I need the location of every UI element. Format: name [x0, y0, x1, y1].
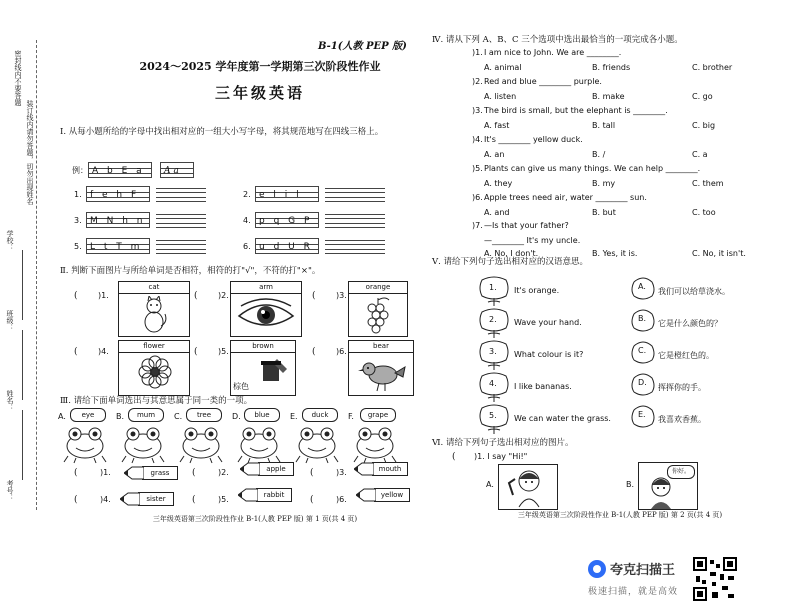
binding-note: 密封线内不要答题 [14, 50, 22, 106]
answer-paren[interactable]: ( [74, 468, 78, 478]
answer-lines[interactable] [325, 188, 385, 202]
s5-item-num: 1. [489, 283, 497, 292]
s1-item-num: 2. [243, 190, 251, 199]
s2-item-num: )1. [98, 291, 109, 300]
s5-english-sentence: Wave your hand. [514, 318, 582, 327]
s3-item-num: )1. [100, 468, 111, 477]
s4-question-text: It's ________ yellow duck. [484, 135, 583, 144]
frog-option-letter: E. [290, 412, 298, 421]
s5-english-sentence: It's orange. [514, 286, 560, 295]
page-footer-left: 三年级英语第三次阶段性作业 B-1(人教 PEP 版) 第 1 页(共 4 页) [152, 515, 358, 523]
s1-item-num: 6. [243, 242, 251, 251]
picture-box [230, 281, 302, 337]
s5-english-sentence: We can water the grass. [514, 414, 611, 423]
picture-word: orange [349, 282, 407, 294]
picture-box [118, 281, 190, 337]
frog-word-cloud: duck [302, 408, 338, 422]
answer-paren[interactable]: ( [452, 452, 456, 462]
binding-instruction: 装订线内请勿答题，切勿出现姓名 [26, 100, 34, 205]
pencil-icon [120, 492, 140, 506]
example-label: 例： [72, 166, 88, 175]
s5-chinese-sentence: 挥挥你的手。 [658, 383, 706, 392]
option-a[interactable]: A. they [484, 179, 513, 188]
s4-question-text: The bird is small, but the elephant is ________. [484, 106, 668, 115]
section2-title: Ⅱ. 判断下面图片与所给单词是否相符，相符的打"√"，不符的打"×"。 [60, 266, 321, 276]
word-tag: sister [138, 492, 174, 506]
flower-icon [137, 354, 173, 394]
cat-icon [139, 296, 169, 334]
picture-box [118, 340, 190, 396]
s6-option-a-label: A. [486, 480, 494, 489]
s4-question: )3. [472, 106, 483, 115]
option-b[interactable]: B. Yes, it is. [592, 249, 638, 258]
frog-icon [62, 424, 108, 464]
s4-question: )2. [472, 77, 483, 86]
frog-word-cloud: tree [186, 408, 222, 422]
frog-option-letter: B. [116, 412, 125, 421]
s4-question: )4. [472, 135, 483, 144]
s6-question: )1. I say "Hi!" [474, 452, 528, 461]
example-answer: Aa [160, 162, 194, 178]
picture-word: cat [119, 282, 189, 294]
frog-icon [294, 424, 340, 464]
s5-chinese-sentence: 我喜欢香蕉。 [658, 415, 706, 424]
picture-box [230, 340, 296, 396]
s4-question-text: —Is that your father? [484, 221, 569, 230]
answer-paren[interactable]: ( [194, 291, 198, 301]
option-a[interactable]: A. listen [484, 92, 517, 101]
speech-bubble: 你好。 [667, 465, 695, 479]
option-b[interactable]: B. my [592, 179, 616, 188]
s1-item-letters: f e h F [86, 186, 150, 202]
frog-icon [236, 424, 282, 464]
s4-question-text-2: —________ It's my uncle. [484, 236, 581, 245]
answer-paren[interactable]: ( [312, 291, 316, 301]
frog-word-cloud: blue [244, 408, 280, 422]
option-b[interactable]: B. friends [592, 63, 631, 72]
answer-paren[interactable]: ( [194, 347, 198, 357]
example-letters: A b E a [88, 162, 152, 178]
option-b[interactable]: B. tall [592, 121, 616, 130]
s5-option-letter: A. [638, 282, 646, 291]
s2-item-num: )3. [336, 291, 347, 300]
option-c[interactable]: C. too [692, 208, 716, 217]
s5-option-letter: C. [638, 346, 647, 355]
paint-icon [259, 355, 289, 385]
exam-title: 2024～2025 学年度第一学期第三次阶段性作业 [139, 60, 381, 73]
qr-code-icon [692, 556, 738, 602]
pencil-icon [356, 488, 376, 502]
answer-lines[interactable] [325, 214, 385, 228]
option-c[interactable]: C. No, it isn't. [692, 249, 746, 258]
bird-icon [357, 355, 407, 393]
option-c[interactable]: C. a [692, 150, 708, 159]
option-a[interactable]: A. animal [484, 63, 522, 72]
s3-item-num: )2. [218, 468, 229, 477]
s5-english-sentence: What colour is it? [514, 350, 584, 359]
word-tag: apple [258, 462, 294, 476]
word-tag: grass [142, 466, 178, 480]
picture-word: brown [231, 341, 295, 353]
s5-english-sentence: I like bananas. [514, 382, 572, 391]
s5-item-num: 2. [489, 315, 497, 324]
picture-word: bear [349, 341, 413, 353]
option-c[interactable]: C. them [692, 179, 724, 188]
answer-lines[interactable] [156, 214, 206, 228]
s5-option-letter: B. [638, 314, 647, 323]
option-c[interactable]: C. go [692, 92, 713, 101]
option-b[interactable]: B. make [592, 92, 625, 101]
frog-option-letter: C. [174, 412, 183, 421]
pencil-icon [124, 466, 144, 480]
s4-question-text: Apple trees need air, water ________ sun. [484, 193, 647, 202]
s5-chinese-sentence: 我们可以给草浇水。 [658, 287, 730, 296]
eye-icon [237, 298, 295, 332]
s5-item-num: 3. [489, 347, 497, 356]
picture-box [348, 340, 414, 396]
frog-icon [352, 424, 398, 464]
s1-item-letters: M N h n [86, 212, 150, 228]
answer-paren[interactable]: ( [74, 291, 78, 301]
frog-option-letter: D. [232, 412, 241, 421]
grapes-icon [363, 296, 393, 334]
section4-title: Ⅳ. 请从下列 A、B、C 三个选项中选出最恰当的一项完成各小题。 [432, 35, 683, 45]
s5-item-num: 4. [489, 379, 497, 388]
picture-box [348, 281, 408, 337]
pencil-icon [240, 462, 260, 476]
option-a[interactable]: A. No, I don't. [484, 249, 539, 258]
pencil-icon [354, 462, 374, 476]
word-tag: mouth [372, 462, 408, 476]
s3-item-num: )5. [218, 495, 229, 504]
subject-title: 三年级英语 [214, 84, 305, 102]
picture-word: flower [119, 341, 189, 353]
s2-item-num: )5. [218, 347, 229, 356]
frog-word-cloud: mum [128, 408, 164, 422]
section3-title: Ⅲ. 请给下面单词选出与其意思属于同一类的一项。 [60, 396, 253, 406]
scanner-logo-icon [588, 560, 606, 578]
s4-question-text: Plants can give us many things. We can help ________. [484, 164, 701, 173]
s5-option-letter: D. [638, 378, 647, 387]
s2-item-num: )6. [336, 347, 347, 356]
boy-waving-icon [499, 465, 557, 509]
answer-paren[interactable]: ( [310, 468, 314, 478]
option-c[interactable]: C. big [692, 121, 716, 130]
field-line [22, 410, 23, 480]
pencil-icon [238, 488, 258, 502]
picture-caption: 棕色 [233, 382, 249, 391]
s3-item-num: )4. [100, 495, 111, 504]
answer-paren[interactable]: ( [74, 347, 78, 357]
word-tag: yellow [374, 488, 410, 502]
s6-option-a-picture[interactable] [498, 464, 558, 510]
section1-title: Ⅰ. 从每小题所给的字母中找出相对应的一组大小写字母，将其规范地写在四线三格上。 [60, 127, 384, 137]
answer-paren[interactable]: ( [310, 495, 314, 505]
answer-paren[interactable]: ( [192, 495, 196, 505]
option-c[interactable]: C. brother [692, 63, 733, 72]
field-exam-number: 考号： [6, 480, 14, 501]
s5-option-letter: E. [638, 410, 646, 419]
s2-item-num: )4. [98, 347, 109, 356]
s4-question: )6. [472, 193, 483, 202]
option-a[interactable]: A. fast [484, 121, 510, 130]
option-a[interactable]: A. and [484, 208, 510, 217]
s4-question: )5. [472, 164, 483, 173]
s5-chinese-sentence: 它是什么颜色的？ [658, 319, 722, 328]
paper-code: B-1(人教 PEP 版) [318, 41, 407, 52]
s1-item-num: 3. [74, 216, 82, 225]
frog-icon [178, 424, 224, 464]
s2-item-num: )2. [218, 291, 229, 300]
s4-question-text: I am nice to John. We are ________. [484, 48, 622, 57]
option-b[interactable]: B. / [592, 150, 606, 159]
s1-item-letters: p q G P [255, 212, 319, 228]
binding-line [36, 40, 37, 510]
s5-item-num: 5. [489, 411, 497, 420]
s1-item-num: 4. [243, 216, 251, 225]
s4-question: )7. [472, 221, 483, 230]
s1-item-num: 5. [74, 242, 82, 251]
s3-item-num: )3. [336, 468, 347, 477]
word-tag: rabbit [256, 488, 292, 502]
answer-lines[interactable] [156, 240, 206, 254]
scanner-brand: 夸克扫描王 [610, 563, 676, 578]
s1-item-letters: u d U R [255, 238, 319, 254]
page-footer-right: 三年级英语第三次阶段性作业 B-1(人教 PEP 版) 第 2 页(共 4 页) [517, 511, 723, 519]
field-line [22, 250, 23, 320]
answer-paren[interactable]: ( [192, 468, 196, 478]
frog-word-cloud: grape [360, 408, 396, 422]
option-b[interactable]: B. but [592, 208, 616, 217]
answer-paren[interactable]: ( [74, 495, 78, 505]
s4-question-text: Red and blue ________ purple. [484, 77, 602, 86]
frog-option-letter: F. [348, 412, 354, 421]
answer-paren[interactable]: ( [312, 347, 316, 357]
answer-lines[interactable] [156, 188, 206, 202]
s1-item-letters: e l i l [255, 186, 319, 202]
frog-word-cloud: eye [70, 408, 106, 422]
binding-strip [0, 40, 48, 510]
field-class: 班级： [6, 310, 14, 331]
s1-item-num: 1. [74, 190, 82, 199]
field-name: 姓名： [6, 390, 14, 411]
section6-title: Ⅵ. 请给下列句子选出相对应的图片。 [432, 438, 574, 448]
s1-item-letters: L t T m [86, 238, 150, 254]
frog-option-letter: A. [58, 412, 66, 421]
answer-lines[interactable] [325, 240, 385, 254]
picture-word: arm [231, 282, 301, 294]
s6-option-b-label: B. [626, 480, 635, 489]
field-line [22, 330, 23, 400]
section5-title: Ⅴ. 请给下列句子选出相对应的汉语意思。 [432, 257, 589, 267]
s5-chinese-sentence: 它是橙红色的。 [658, 351, 714, 360]
s3-item-num: )6. [336, 495, 347, 504]
scanner-slogan: 极速扫描，就是高效 [588, 587, 679, 597]
option-a[interactable]: A. an [484, 150, 505, 159]
s6-option-b-picture[interactable] [638, 462, 698, 510]
s4-question: )1. [472, 48, 483, 57]
frog-icon [120, 424, 166, 464]
field-school: 学校： [6, 230, 14, 251]
